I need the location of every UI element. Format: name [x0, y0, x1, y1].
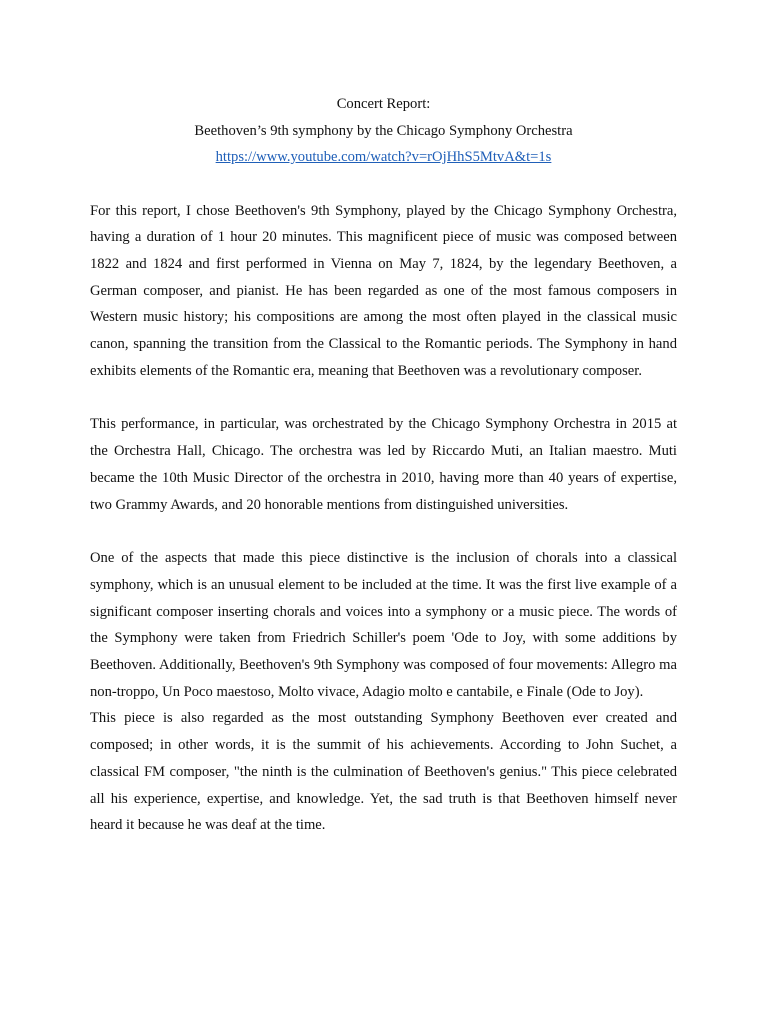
paragraph-gap — [90, 518, 677, 545]
report-subtitle: Beethoven’s 9th symphony by the Chicago Symphony Orchestra — [194, 122, 573, 139]
document-page — [90, 91, 677, 839]
paragraph-intro: For this report, I chose Beethoven's 9th Symphony, played by the Chicago Symphony Orchestra, having a duration of 1 hour 20 minutes. This magnificent piece of music was composed between 1822 and 1824 and first performed in Vienna on May 7, 1824, by the legendary Beethoven, a German composer, and pianist. He has been regarded as one of the most famous composers in Western music history; his compositions are among the most often played in the classical music canon, spanning the transition from the Classical to the Romantic periods. The Symphony in hand exhibits elements of the Romantic era, meaning that Beethoven was a revolutionary composer. — [90, 202, 677, 379]
paragraph-gap — [90, 384, 677, 411]
video-link[interactable]: https://www.youtube.com/watch?v=rOjHhS5MtvA&t=1s — [215, 149, 552, 165]
paragraph-chorals: One of the aspects that made this piece distinctive is the inclusion of chorals into a classical symphony, which is an unusual element to be included at the time. It was the first live example of a significant composer inserting chorals and voices into a symphony or a music piece. The words of the Symphony were taken from Friedrich Schiller's poem 'Ode to Joy, with some additions by Beethoven. Additionally, Beethoven's 9th Symphony was composed of four movements: Allegro ma non-troppo, Un Poco maestoso, Molto vivace, Adagio molto e cantabile, e Finale (Ode to Joy). — [90, 550, 677, 700]
report-heading — [90, 91, 677, 171]
paragraph-performance: This performance, in particular, was orchestrated by the Chicago Symphony Orchestra in 2015 at the Orchestra Hall, Chicago. The orchestra was led by Riccardo Muti, an Italian maestro. Muti became the 10th Music Director of the orchestra in 2010, having more than 40 years of expertise, two Grammy Awards, and 20 honorable mentions from distinguished universities. — [90, 416, 677, 513]
report-title: Concert Report: — [336, 96, 431, 112]
paragraph-legacy: This piece is also regarded as the most outstanding Symphony Beethoven ever created and composed; in other words, it is the summit of his achievements. According to John Suchet, a classical FM composer, "the ninth is the culmination of Beethoven's genius." This piece celebrated all his experience, expertise, and knowledge. Yet, the sad truth is that Beethoven himself never heard it because he was deaf at the time. — [90, 710, 677, 834]
